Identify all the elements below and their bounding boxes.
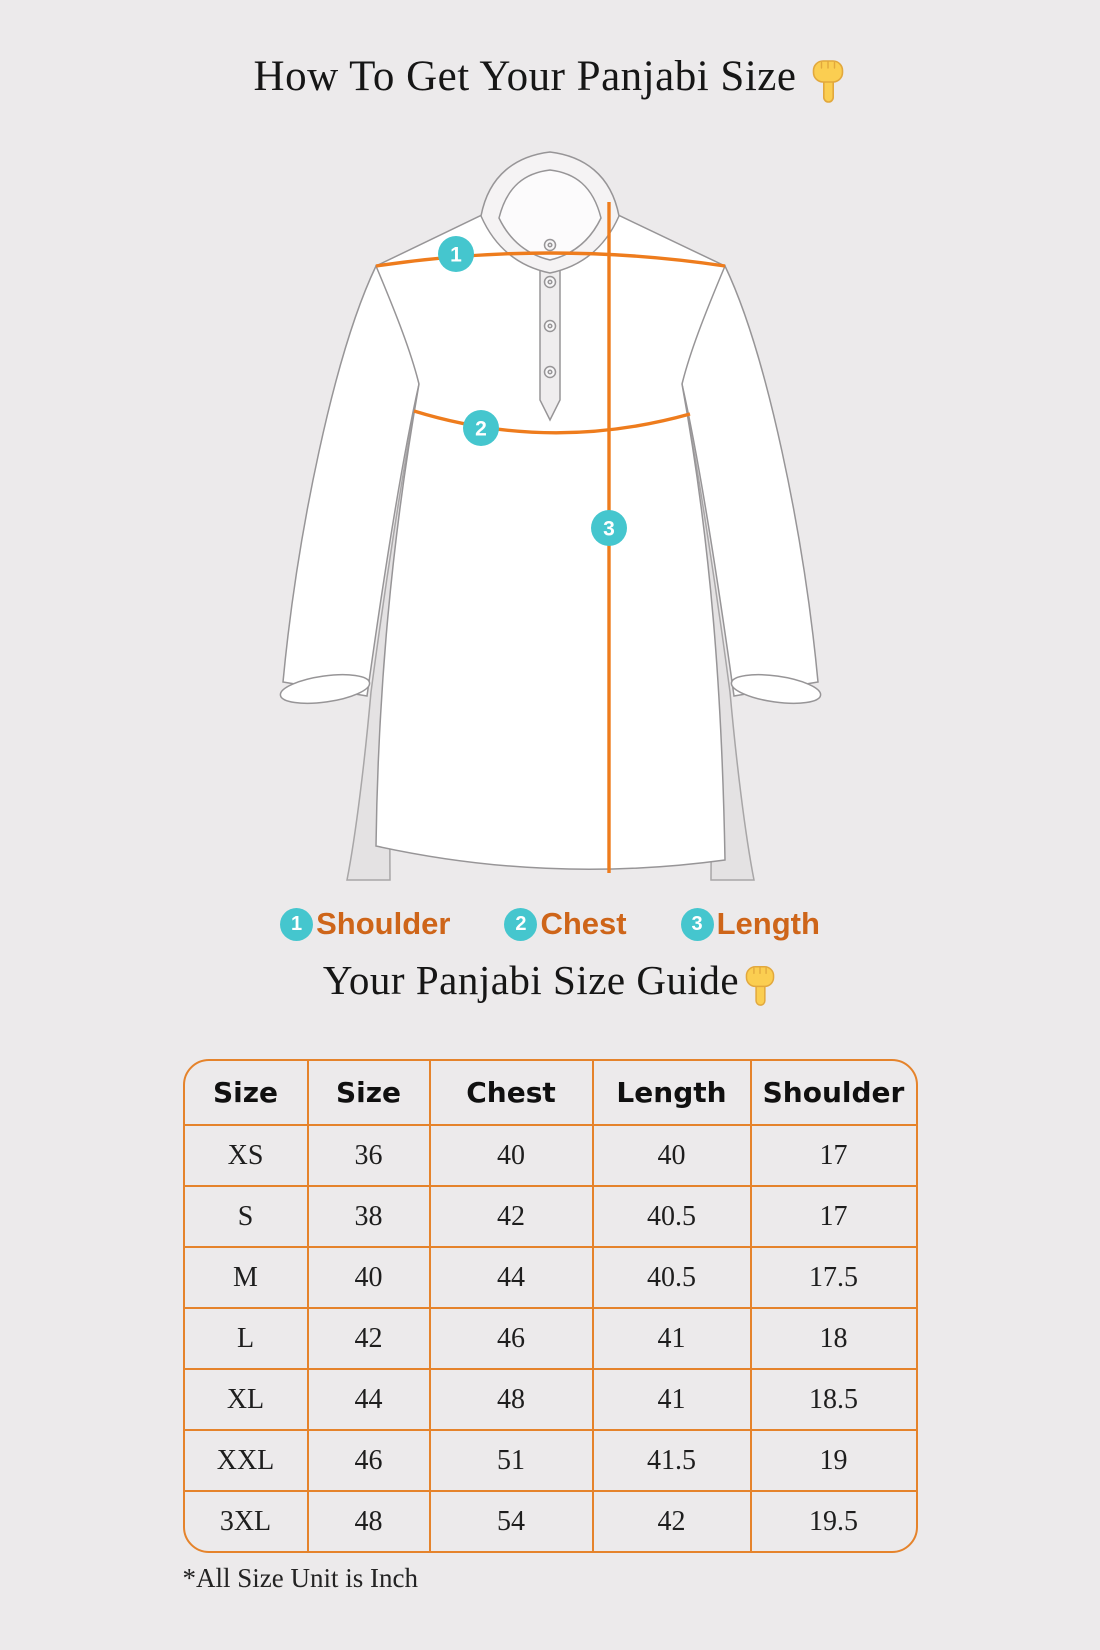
legend-badge-2: 2	[504, 908, 537, 941]
marker-1-number: 1	[449, 243, 462, 267]
table-cell: 40	[592, 1126, 750, 1185]
table-cell: 44	[307, 1370, 429, 1429]
table-cell: 17	[750, 1126, 916, 1185]
table-cell: 36	[307, 1126, 429, 1185]
table-title	[0, 956, 1100, 1007]
legend-badge-3: 3	[681, 908, 714, 941]
legend-badge-1: 1	[280, 908, 313, 941]
pointing-down-icon	[810, 58, 846, 104]
table-cell: 40	[307, 1248, 429, 1307]
table-row	[185, 1490, 916, 1551]
table-cell: 41.5	[592, 1431, 750, 1490]
table-cell: 40.5	[592, 1248, 750, 1307]
table-cell: 40.5	[592, 1187, 750, 1246]
legend-label-chest: Chest	[540, 906, 627, 941]
table-cell: 42	[307, 1309, 429, 1368]
page-title-text: How To Get Your Panjabi Size	[253, 53, 797, 100]
measurement-legend	[0, 906, 1100, 942]
panjabi-diagram	[259, 144, 842, 894]
legend-item-length	[681, 906, 820, 942]
table-row	[185, 1368, 916, 1429]
table-cell: 3XL	[219, 1505, 272, 1537]
panjabi-illustration	[259, 144, 842, 889]
table-cell: XXL	[216, 1444, 275, 1476]
table-cell: L	[236, 1322, 255, 1354]
table-cell: 17	[750, 1187, 916, 1246]
table-cell: 41	[592, 1370, 750, 1429]
size-guide-page	[0, 52, 1100, 1650]
table-cell: 41	[592, 1309, 750, 1368]
table-header-cell: Shoulder	[750, 1061, 916, 1124]
table-header-cell: Size	[307, 1061, 429, 1124]
legend-label-length: Length	[716, 906, 820, 941]
table-row	[185, 1185, 916, 1246]
table-header-row	[185, 1061, 916, 1124]
table-cell: XL	[226, 1383, 265, 1415]
table-cell: 18	[750, 1309, 916, 1368]
table-cell: 44	[429, 1248, 592, 1307]
table-cell: 51	[429, 1431, 592, 1490]
table-cell: 40	[429, 1126, 592, 1185]
table-cell: 19	[750, 1431, 916, 1490]
table-cell: 42	[429, 1187, 592, 1246]
footnote: *All Size Unit is Inch	[182, 1563, 418, 1593]
table-cell: 42	[592, 1492, 750, 1551]
table-cell: M	[233, 1261, 258, 1293]
table-cell: XS	[227, 1139, 264, 1171]
size-table	[183, 1059, 918, 1553]
table-row	[185, 1246, 916, 1307]
table-cell: 17.5	[750, 1248, 916, 1307]
legend-label-shoulder: Shoulder	[316, 906, 451, 941]
table-cell: 18.5	[750, 1370, 916, 1429]
table-cell: 54	[429, 1492, 592, 1551]
table-cell: S	[237, 1200, 254, 1232]
table-row	[185, 1124, 916, 1185]
page-title	[0, 52, 1100, 104]
table-cell: 38	[307, 1187, 429, 1246]
table-header-cell: Chest	[429, 1061, 592, 1124]
table-cell: 19.5	[750, 1492, 916, 1551]
table-row	[185, 1429, 916, 1490]
legend-item-shoulder	[280, 906, 450, 942]
pointing-down-icon	[743, 964, 777, 1007]
marker-3-number: 3	[602, 517, 615, 541]
table-cell: 46	[307, 1431, 429, 1490]
table-cell: 46	[429, 1309, 592, 1368]
marker-2-number: 2	[474, 417, 487, 441]
table-cell: 48	[307, 1492, 429, 1551]
legend-item-chest	[504, 906, 626, 942]
table-cell: 48	[429, 1370, 592, 1429]
table-row	[185, 1307, 916, 1368]
table-header-cell: Size	[212, 1076, 279, 1109]
table-title-text: Your Panjabi Size Guide	[322, 957, 740, 1003]
table-header-cell: Length	[592, 1061, 750, 1124]
